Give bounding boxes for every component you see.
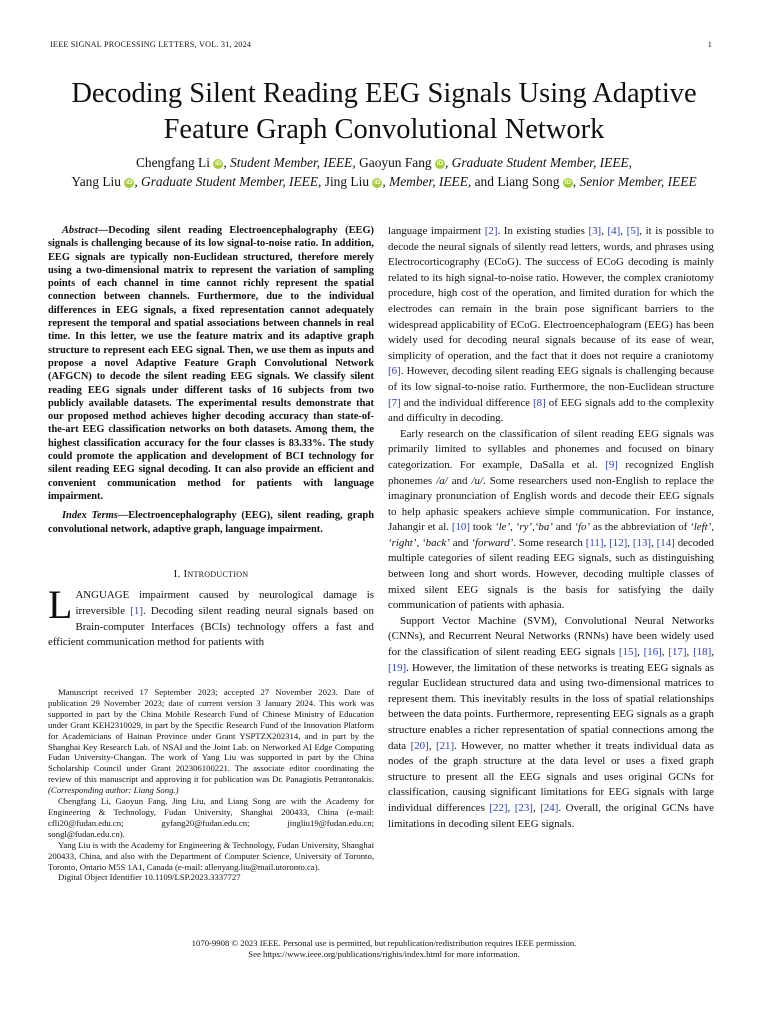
author-role: , Student Member, IEEE, <box>223 155 356 170</box>
index-terms <box>48 509 374 536</box>
author-name: Chengfang Li <box>135 155 210 170</box>
citation-link[interactable]: [4] <box>607 225 621 237</box>
citation-link[interactable]: [20] <box>410 739 429 752</box>
footnote-manuscript: Manuscript received 17 September 2023; accepted 27 November 2023. Date of publication 29 November 2023; date of current version 3 January 2024. This work was supported in part by the China Mobile Research Fund of Chinese Ministry of Education under Grant KEH2310029, in part by the Specific Research Fund of the Innovation Platform for Academicians of Hainan Province under Grant YSPTZX202314, and in part by the Shanghai Key Research Lab. of NSAI and the Joint Lab. on Networked AI Edge Computing Fudan University-Changan. The work of Yang Liu was supported in part by the China Scholarship Council under Grant 202306100221. The associate editor coordinating the review of this manuscript and approving it for publication was Dr. Panagiotis Petrantonakis. (Corresponding author: Liang Song.) <box>48 687 374 796</box>
author-role: , Graduate Student Member, IEEE, <box>134 174 322 189</box>
right-column <box>388 224 714 832</box>
footnote-affiliation: Chengfang Li, Gaoyun Fang, Jing Liu, and Liang Song are with the Academy for Engineering & Technology, Fudan University, Shanghai 200433, China (e-mail: cfli20@fudan.edu.cn; gyfang20@fudan.edu.cn; jingliu19@fudan.edu.cn; songl@fudan.edu.cn). <box>48 796 374 839</box>
author-role: , Senior Member, IEEE <box>572 174 697 189</box>
index-terms-label: Index Terms <box>62 510 118 522</box>
citation-link[interactable]: [5] <box>626 225 640 237</box>
citation-link[interactable]: [18] <box>693 646 712 659</box>
citation-link[interactable]: [21] <box>435 739 455 752</box>
citation-link[interactable]: [17] <box>668 646 687 659</box>
footnotes <box>48 687 374 883</box>
citation-link[interactable]: [24] <box>540 801 559 814</box>
citation-link[interactable]: [1] <box>130 605 143 618</box>
section-title: Introduction <box>183 567 249 580</box>
section-numeral: I. <box>173 567 181 580</box>
orcid-icon[interactable]: iD <box>215 160 222 167</box>
orcid-icon[interactable]: iD <box>564 179 572 186</box>
author-name: Yang Liu <box>71 174 121 189</box>
citation-link[interactable]: [2] <box>484 225 498 237</box>
citation-link[interactable]: [19] <box>388 661 407 674</box>
author-role: , Member, IEEE, <box>382 174 472 189</box>
citation-link[interactable]: [13] <box>632 536 652 549</box>
author-conjunction: and <box>474 174 494 189</box>
drop-cap: L <box>48 582 73 628</box>
left-column <box>48 224 374 651</box>
copyright-footer <box>40 938 728 960</box>
citation-link[interactable]: [16] <box>643 646 662 659</box>
citation-link[interactable]: [7] <box>388 396 401 409</box>
citation-link[interactable]: [6] <box>388 365 401 378</box>
running-header <box>50 40 712 49</box>
citation-link[interactable]: [12] <box>609 536 628 549</box>
page-number: 1 <box>707 40 712 49</box>
footnote-affiliation: Yang Liu is with the Academy for Engineering & Technology, Fudan University, Shanghai 200433, China, and also with the Department of Computer Science, University of Toronto, Toronto, Ontario M5S 1A1, Canada (e-mail: allenyang.liu@mail.utoronto.ca). <box>48 839 374 872</box>
intro-paragraph: LANGUAGE impairment caused by neurological damage is irreversible [1]. Decoding silent reading neural signals based on Brain-computer Interfaces (BCIs) technology offers a fast and efficient communication method for patients with <box>48 582 374 649</box>
body-paragraph: Support Vector Machine (SVM), Convolutional Neural Networks (CNNs), and Recurrent Neural Networks (RNNs) have been widely used for the classification of silent reading EEG signals [15], [16], [17], [18], [19]. However, the limitation of these networks is treating EEG signals as regular Euclidean structured data and using two-dimensional matrices to represent them. This inevitably results in the loss of spatial relationships between the data points. Furthermore, representing EEG signals as a graph structure enables a richer representation of spatial connections among the data [20], [21]. However, no matter whether it treats individual data as nodes of the graph structure at the data level or uses a fixed graph structure to present all the EEG signals and uses original GCNs for classification, causing significant limitations for EEG signals with large individual differences [22], [23], [24]. Overall, the original GCNs have limitations in decoding silent EEG signals. <box>388 614 714 830</box>
citation-link[interactable]: [8] <box>533 396 546 409</box>
body-paragraph: language impairment [2]. In existing studies [3], [4], [5], it is possible to decode the neural signals of silently read letters, words, and phrases using Electrocorticography (ECoG). The success of ECoG decoding is mainly related to its high signal-to-noise ratio. However, the complex craniotomy procedure, high cost of the operation, and limited duration for which the electrodes can remain in the brain pose significant barriers to the widespread applicability of ECoG. Electroencephalogram (EEG) has been widely used for decoding neural signals because of its ease of wear, simplicity of operation, and the fact that it does not require a craniotomy [6]. However, decoding silent reading EEG signals is challenging because of its low signal-to-noise ratio. Furthermore, the non-Euclidean structure [7] and the individual difference [8] of EEG signals add to the complexity and difficulty in decoding. <box>388 225 714 425</box>
citation-link[interactable]: [3] <box>588 225 602 237</box>
rights-link-line: See https://www.ieee.org/publications/rights/index.html for more information. <box>248 949 520 959</box>
abstract <box>48 224 374 503</box>
orcid-icon[interactable]: iD <box>374 179 381 186</box>
copyright-line: 1070-9908 © 2023 IEEE. Personal use is permitted, but republication/redistribution requires IEEE permission. <box>191 938 577 948</box>
abstract-label: Abstract <box>62 225 98 236</box>
citation-link[interactable]: [23] <box>514 801 533 814</box>
footnote-doi: Digital Object Identifier 10.1109/LSP.2023.3337727 <box>58 872 241 883</box>
paper-title: Decoding Silent Reading EEG Signals Using Adaptive Feature Graph Convolutional Network <box>71 78 697 145</box>
abstract-text: —Decoding silent reading Electroencephalography (EEG) signals is challenging because of its low signal-to-noise ratio. In addition, EEG signals are typically non-Euclidean structured, therefore merely using a two-dimensional matrix to represent the variation of sampling points of each channel in time cannot richly represent the spatial connection between channels. Furthermore, due to the individual differences in EEG signals, a fixed representation cannot adequately represent the temporal and spatial associations between channels in real time. In this letter, we use the feature matrix and its adaptive graph structure to represent each EEG signal. Then, we use them as inputs and propose a novel Adaptive Feature Graph Convolutional Network (AFGCN) to decode the silent reading EEG signals. We classify silent reading EEG signals under different tasks of 16 subjects from two publicly available datasets. The experimental results demonstrate that our proposed method achieves higher decoding accuracy than state-of-the-art EEG classification networks on both datasets. Among them, the highest classification accuracy for the four classes is 83.33%. The study could promote the application and development of BCI technology for silent reading EEG signal decoding. It can also provide an efficient and convenient communication method for patients with language impairment. <box>48 225 374 502</box>
citation-link[interactable]: [14] <box>656 536 675 549</box>
section-heading <box>48 567 374 583</box>
author-list <box>40 153 728 191</box>
citation-link[interactable]: [9] <box>605 458 618 471</box>
citation-link[interactable]: [22] <box>489 801 508 814</box>
orcid-icon[interactable]: iD <box>436 160 444 167</box>
index-terms-text: —Electroencephalography (EEG), silent reading, graph convolutional network, adaptive graph, language impairment. <box>48 510 374 535</box>
citation-link[interactable]: [15] <box>618 646 638 659</box>
author-name: Liang Song <box>497 174 560 189</box>
journal-info: IEEE SIGNAL PROCESSING LETTERS, VOL. 31, 2024 <box>50 40 252 49</box>
orcid-icon[interactable]: iD <box>126 179 133 186</box>
author-name: Gaoyun Fang <box>359 155 432 170</box>
body-paragraph: Early research on the classification of silent reading EEG signals was primarily limited to syllables and phonemes and focused on binary categorization. For example, DaSalla et al. [9] recognized English phonemes /a/ and /u/. Some researchers used non-English to replace the imaginary pronunciation of English words and decode their EEG signals to help aphasic speakers achieve simple communication. For instance, Jahangir et al. [10] took ‘le’, ‘ry’,‘ba’ and ‘fo’ as the abbreviation of ‘left’, ‘right’, ‘back’ and ‘forward’. Some research [11], [12], [13], [14] decoded multiple categories of silent reading EEG signals, such as distinguishing between long and short words. However, decoding multiple classes of mixed silent EEG signals is the basis for satisfying the daily communication of patients with aphasia. <box>388 427 715 612</box>
author-role: , Graduate Student Member, IEEE, <box>444 155 633 170</box>
citation-link[interactable]: [10] <box>451 521 470 534</box>
citation-link[interactable]: [11] <box>585 536 604 549</box>
author-name: Jing Liu <box>324 174 370 189</box>
